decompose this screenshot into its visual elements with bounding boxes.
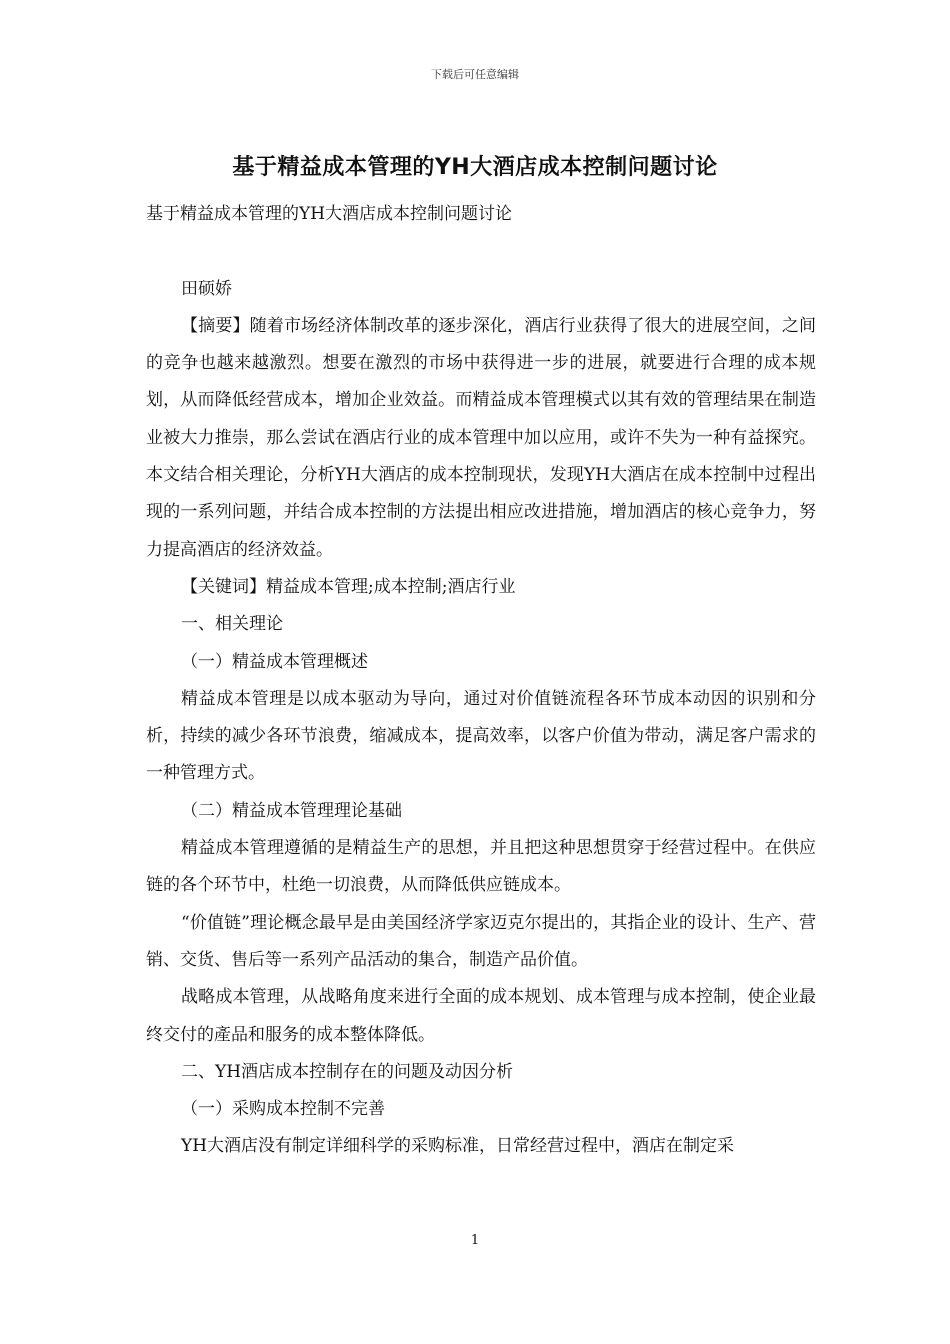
section-heading-1: 一、相关理论 <box>181 614 283 635</box>
subsection-heading-2-1: （一）采购成本控制不完善 <box>181 1099 385 1120</box>
body-paragraph-2: 精益成本管理遵循的是精益生产的思想，并且把这种思想贯穿于经营过程中。在供应链的各个环节中，杜绝一切浪费，从而降低供应链成本。 <box>146 838 816 896</box>
abstract-paragraph: 【摘要】随着市场经济体制改革的逐步深化，酒店行业获得了很大的进展空间，之间的竞争也越来越激烈。想要在激烈的市场中获得进一步的进展，就要进行合理的成本规划，从而降低经营成本，增加企业效益。而精益成本管理模式以其有效的管理结果在制造业被大力推崇，那么尝试在酒店行业的成本管理中加以应用，或许不失为一种有益探究。本文结合相关理论，分析YH大酒店的成本控制现状，发现YH大酒店在成本控制中过程出现的一系列问题，并结合成本控制的方法提出相应改进措施，增加酒店的核心竞争力，努力提高酒店的经济效益。 <box>146 315 816 560</box>
page-number: 1 <box>470 1233 480 1248</box>
page-header: 下载后可任意编辑 <box>431 68 519 81</box>
subtitle: 基于精益成本管理的YH大酒店成本控制问题讨论 <box>146 204 513 224</box>
section-heading-2: 二、YH酒店成本控制存在的问题及动因分析 <box>181 1061 514 1082</box>
subsection-heading-1-1: （一）精益成本管理概述 <box>181 651 368 672</box>
body-paragraph-4: 战略成本管理，从战略角度来进行全面的成本规划、成本管理与成本控制，使企业最终交付的產品和服务的成本整体降低。 <box>146 987 816 1045</box>
body-paragraph-3: “价值链”理论概念最早是由美国经济学家迈克尔提出的，其指企业的设计、生产、营销、交货、售后等一系列产品活动的集合，制造产品价值。 <box>146 912 816 970</box>
document-title: 基于精益成本管理的YH大酒店成本控制问题讨论 <box>232 155 718 180</box>
author: 田硕娇 <box>181 278 232 299</box>
body-paragraph-1: 精益成本管理是以成本驱动为导向，通过对价值链流程各环节成本动因的识别和分析，持续的减少各环节浪费，缩减成本，提高效率，以客户价值为带动，满足客户需求的一种管理方式。 <box>146 688 816 784</box>
document-body <box>146 196 816 1166</box>
subsection-heading-1-2: （二）精益成本管理理论基础 <box>181 800 402 821</box>
keywords: 【关键词】精益成本管理;成本控制;酒店行业 <box>181 576 516 597</box>
body-paragraph-5: YH大酒店没有制定详细科学的采购标准，日常经营过程中，酒店在制定采 <box>181 1136 735 1157</box>
blank-line <box>146 233 816 270</box>
